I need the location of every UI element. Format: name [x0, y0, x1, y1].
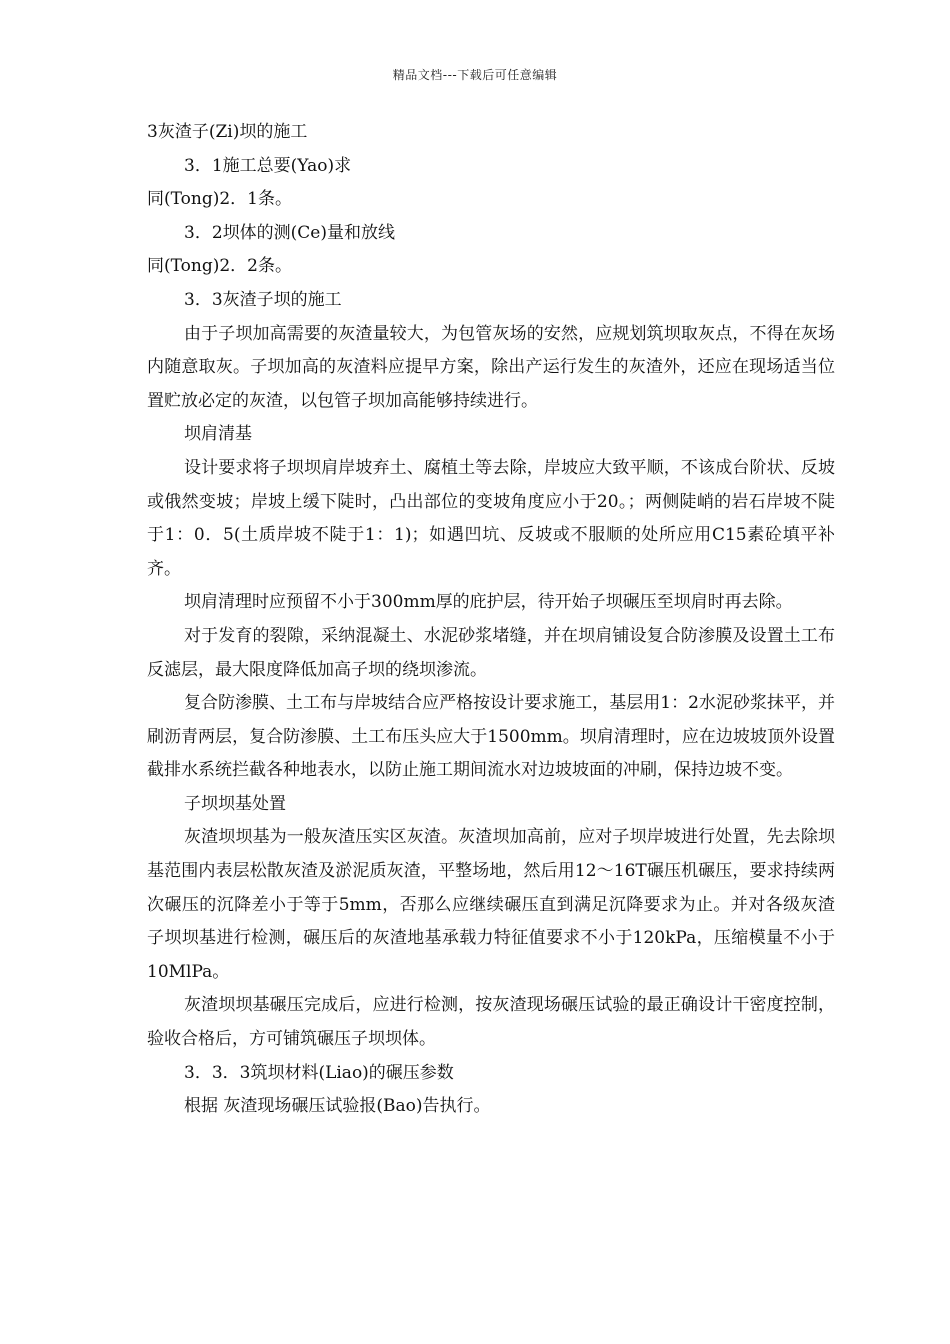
subheading-foundation-treatment: 子坝坝基处置: [184, 793, 286, 814]
document-body: [147, 116, 835, 1124]
paragraph: 灰渣坝坝基为一般灰渣压实区灰渣。灰渣坝加高前，应对子坝岸坡进行处置，先去除坝基范围内表层松散灰渣及淤泥质灰渣，平整场地，然后用12～16T碾压机碾压，要求持续两次碾压的沉降差小于等于5mm，否那么应继续碾压直到满足沉降要求为止。并对各级灰渣子坝坝基进行检测，碾压后的灰渣地基承载力特征值要求不小于120kPa，压缩模量不小于10MlPa。: [147, 827, 835, 982]
paragraph: 同(Tong)2．2条。: [147, 256, 292, 277]
paragraph: 对于发育的裂隙，采纳混凝土、水泥砂浆堵缝，并在坝肩铺设复合防渗膜及设置土工布反滤层，最大限度降低加高子坝的绕坝渗流。: [147, 625, 835, 680]
paragraph: 根据 灰渣现场碾压试验报(Bao)告执行。: [184, 1096, 491, 1117]
heading-3-1: 3．1施工总要(Yao)求: [184, 155, 352, 176]
heading-3-3-3: 3．3．3筑坝材料(Liao)的碾压参数: [184, 1062, 454, 1083]
subheading-abutment-cleaning: 坝肩清基: [184, 424, 252, 445]
paragraph: 由于子坝加高需要的灰渣量较大，为包管灰场的安然，应规划筑坝取灰点，不得在灰场内随意取灰。子坝加高的灰渣料应提早方案，除出产运行发生的灰渣外，还应在现场适当位置贮放必定的灰渣，以包管子坝加高能够持续进行。: [147, 323, 835, 411]
page-header: 精品文档---下载后可任意编辑: [392, 68, 558, 82]
heading-3-3: 3．3灰渣子坝的施工: [184, 289, 342, 310]
paragraph: 设计要求将子坝坝肩岸坡弃土、腐植土等去除，岸坡应大致平顺，不该成台阶状、反坡或俄然变坡；岸坡上缓下陡时，凸出部位的变坡角度应小于20。；两侧陡峭的岩石岸坡不陡于1：0．5(土质岸坡不陡于1：1)；如遇凹坑、反坡或不服顺的处所应用C15素砼填平补齐。: [147, 457, 835, 579]
heading-3-2: 3．2坝体的测(Ce)量和放线: [184, 222, 395, 243]
paragraph: 坝肩清理时应预留不小于300mm厚的庇护层，待开始子坝碾压至坝肩时再去除。: [184, 592, 793, 613]
paragraph: 灰渣坝坝基碾压完成后，应进行检测，按灰渣现场碾压试验的最正确设计干密度控制，验收合格后，方可铺筑碾压子坝坝体。: [147, 995, 835, 1050]
heading-3: 3灰渣子(Zi)坝的施工: [147, 122, 308, 142]
paragraph: 复合防渗膜、土工布与岸坡结合应严格按设计要求施工，基层用1：2水泥砂浆抹平，并刷沥青两层，复合防渗膜、土工布压头应大于1500mm。坝肩清理时，应在边坡坡顶外设置截排水系统拦截各种地表水，以防止施工期间流水对边坡坡面的冲刷，保持边坡不变。: [147, 693, 835, 781]
paragraph: 同(Tong)2．1条。: [147, 189, 292, 210]
